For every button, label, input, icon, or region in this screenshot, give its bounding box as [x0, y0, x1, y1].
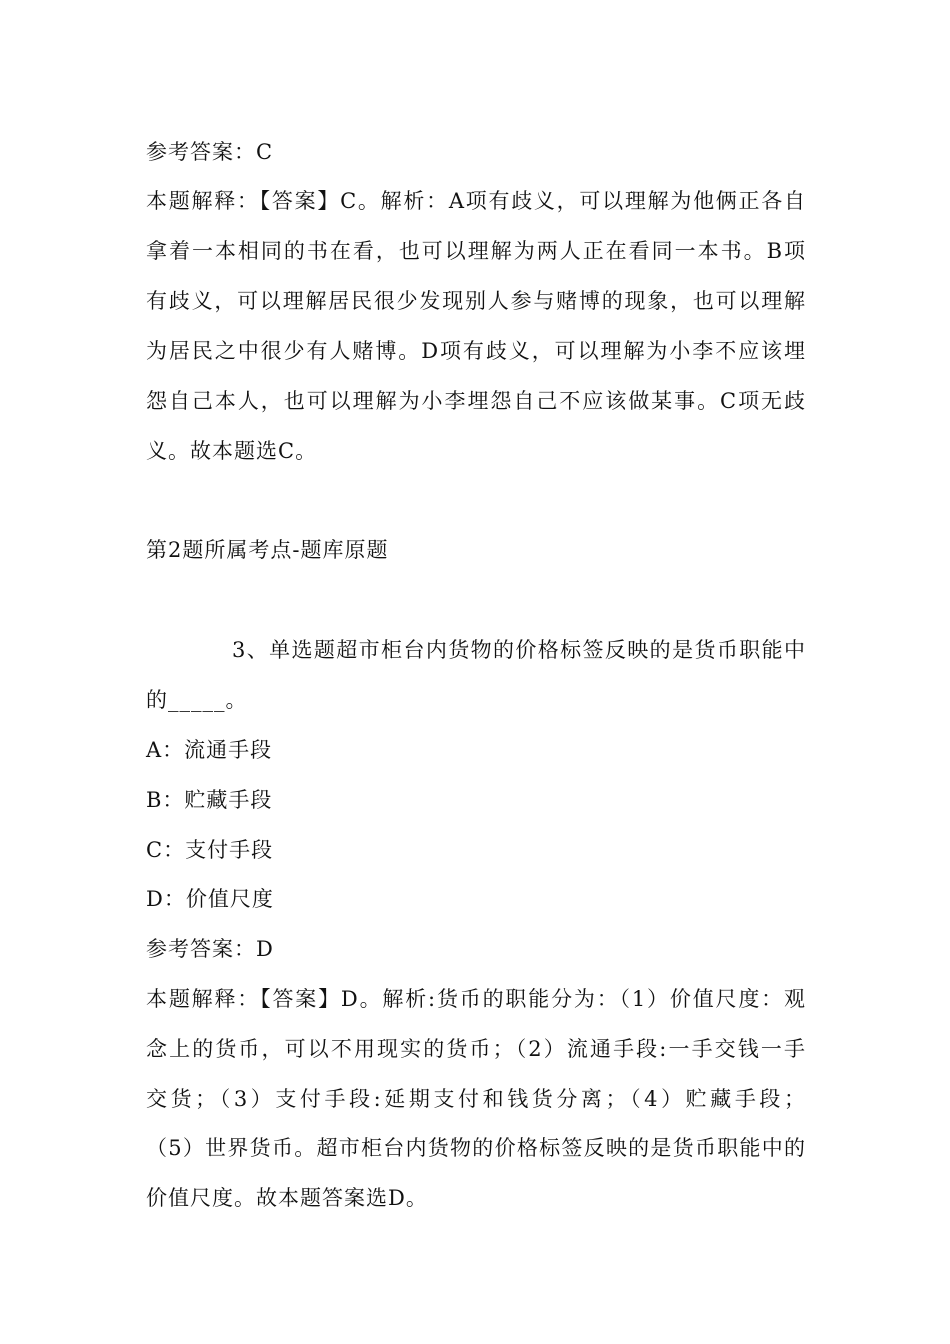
q3-explanation-line: 念上的货币，可以不用现实的货币；（2）流通手段:一手交钱一手: [146, 1037, 806, 1061]
q2-knowledge-point: 第2题所属考点-题库原题: [146, 538, 389, 562]
q3-answer: 参考答案：D: [146, 937, 274, 961]
q3-explanation-line: 本题解释：【答案】D。解析:货币的职能分为：（1）价值尺度：观: [146, 987, 806, 1011]
q3-explanation-line: （5）世界货币。超市柜台内货物的价格标签反映的是货币职能中的: [146, 1136, 806, 1160]
q2-explanation-line: 拿着一本相同的书在看，也可以理解为两人正在看同一本书。B项: [146, 239, 806, 263]
q3-option-c: C：支付手段: [146, 838, 274, 862]
q2-explanation-line: 为居民之中很少有人赌博。D项有歧义，可以理解为小李不应该埋: [146, 339, 806, 363]
q2-explanation-line: 怨自己本人，也可以理解为小李埋怨自己不应该做某事。C项无歧: [146, 389, 806, 413]
q2-explanation-line: 有歧义，可以理解居民很少发现别人参与赌博的现象，也可以理解: [146, 289, 806, 313]
q2-answer: 参考答案：C: [146, 140, 274, 164]
q3-question-line: 的_____。: [146, 688, 248, 712]
q3-option-b: B：贮藏手段: [146, 788, 273, 812]
q3-option-a: A：流通手段: [146, 738, 273, 762]
q2-explanation-line: 本题解释：【答案】C。解析：A项有歧义，可以理解为他俩正各自: [146, 189, 806, 213]
q3-option-d: D：价值尺度: [146, 887, 274, 911]
q3-question-line: 3、单选题超市柜台内货物的价格标签反映的是货币职能中: [232, 638, 806, 662]
q3-explanation-line: 价值尺度。故本题答案选D。: [146, 1186, 428, 1210]
q3-explanation-line: 交货；（3）支付手段:延期支付和钱货分离；（4）贮藏手段；: [146, 1087, 806, 1111]
q2-explanation-line: 义。故本题选C。: [146, 439, 318, 463]
